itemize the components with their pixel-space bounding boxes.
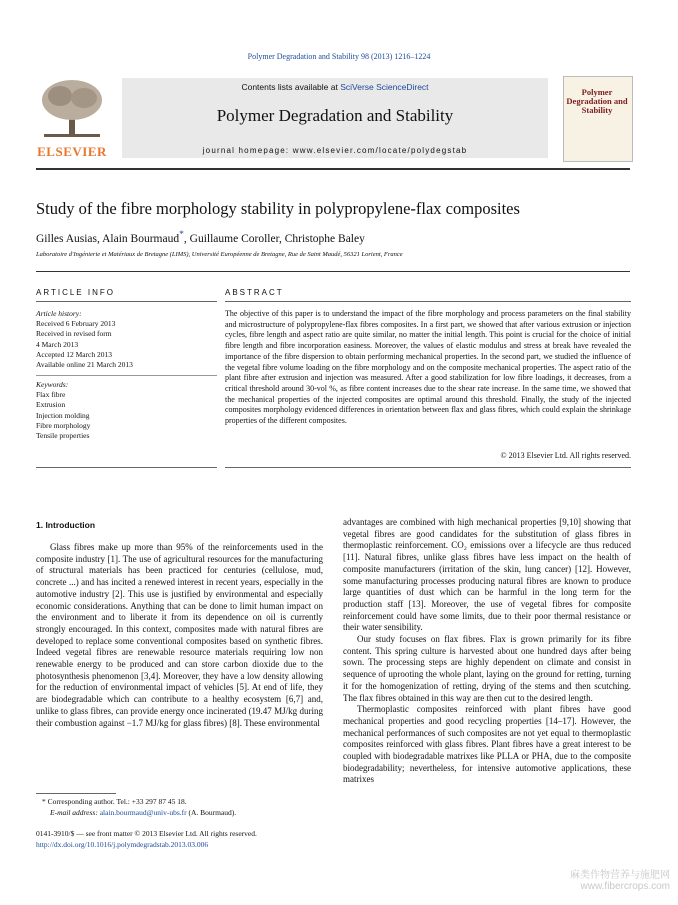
authors-rest: , Guillaume Coroller, Christophe Baley	[183, 232, 365, 245]
page-footer	[36, 828, 436, 850]
keyword: Extrusion	[36, 400, 66, 410]
watermark-cn: 麻类作物营养与施肥网	[570, 870, 670, 881]
article-info-rule	[36, 301, 217, 302]
intro-paragraph: Glass fibres make up more than 95% of the reinforcements used in the composite industry [1]. The use of agricultural resources for the manufacturing of structural materials has been practiced for centuries (cellulose, mud, concrete ...) and has incited a renewed interest in recent years, especially in the automotive industry [2]. This use is justified by environmental and especially economic considerations. Anything that can be done to limit human impact on the environment and to liberate it from its dependence on oil is currently strongly encouraged. In this context, composites made with natural fibres are developed to replace some conventional composites based on synthetic fibres. Indeed vegetal fibres are renewable resource materials requiring low non renewable energy to be produced and can store carbon dioxide due to the photosynthesis phenomenon [3,4]. Moreover, they have a low density allowing for the reduction of environmental impact of vehicles [5]. At end of life, they are biodegradable which can contribute to a healthy ecosystem [6,7] and, unlike to glass fibres, can provide energy once incinerated (19.47 MJ/kg during their combustion against −1.7 MJ/kg for glass fibres) [8]. These environmental	[36, 542, 323, 728]
history-label: Article history:	[36, 309, 82, 318]
authors-first: Gilles Ausias, Alain Bourmaud	[36, 232, 180, 245]
abstract-heading: ABSTRACT	[225, 288, 284, 297]
doi-link[interactable]: http://dx.doi.org/10.1016/j.polymdegradstab.2013.03.006	[36, 840, 209, 849]
abstract-bottom-rule	[225, 467, 631, 468]
journal-cover-title: Polymer Degradation and Stability	[566, 87, 628, 115]
header-divider	[36, 168, 630, 170]
journal-title: Polymer Degradation and Stability	[216, 106, 454, 125]
article-info-heading: ARTICLE INFO	[36, 288, 115, 297]
article-title: Study of the fibre morphology stability in polypropylene-flax composites	[36, 199, 520, 218]
keyword: Tensile properties	[36, 431, 90, 441]
abstract-copyright: © 2013 Elsevier Ltd. All rights reserved.	[500, 451, 631, 460]
issn-line: 0141-3910/$ — see front matter © 2013 Elsevier Ltd. All rights reserved.	[36, 829, 257, 838]
corresponding-author-marker[interactable]: *	[179, 229, 184, 240]
history-item: Received in revised form	[36, 329, 112, 339]
contents-line	[122, 82, 548, 92]
author-list	[36, 229, 636, 245]
author-email-link[interactable]: alain.bourmaud@univ-ubs.fr	[99, 807, 187, 817]
keywords	[36, 380, 217, 441]
history-item: Received 6 February 2013	[36, 319, 116, 329]
journal-reference[interactable]: Polymer Degradation and Stability 98 (2013) 1216–1224	[247, 52, 431, 61]
keyword: Flax fibre	[36, 390, 66, 400]
keyword: Injection molding	[36, 410, 90, 420]
sciencedirect-link[interactable]: SciVerse ScienceDirect	[340, 82, 429, 92]
history-item: Accepted 12 March 2013	[36, 349, 113, 359]
footnote	[36, 797, 323, 818]
elsevier-tree-icon	[36, 76, 108, 142]
footnote-rule	[36, 793, 116, 794]
article-history	[36, 309, 217, 370]
watermark-url: www.fibercrops.com	[580, 881, 670, 892]
journal-homepage[interactable]: journal homepage: www.elsevier.com/locate/polydegstab	[202, 146, 468, 155]
left-column	[36, 542, 323, 729]
email-suffix: (A. Bourmaud).	[186, 807, 237, 817]
author-affiliation: Laboratoire d'Ingénierie et Matériaux de Bretagne (LIMS), Université Européenne de Bretagne, Rue de Saint Maudé, 56321 Lorient, France	[36, 251, 403, 258]
history-item: 4 March 2013	[36, 339, 79, 349]
affiliation-divider	[36, 271, 630, 272]
corresponding-author-note: * Corresponding author. Tel.: +33 297 87 45 18.	[42, 797, 187, 806]
keyword: Fibre morphology	[36, 420, 91, 430]
site-watermark	[520, 870, 670, 892]
abstract-rule	[225, 301, 631, 302]
publisher-name: ELSEVIER	[37, 144, 107, 159]
email-line	[36, 808, 323, 819]
intro-paragraph: Thermoplastic composites reinforced with plant fibres have good mechanical properties and good recycling properties [14–17]. However, the mechanical performances of such composites are not yet equal to thermoplastic composites reinforced with glass fibres. Plant fibres have a great interest to be coupled with biodegradable matrixes like PLLA or PHA, due to the composite biodegradability; nevertheless, for intensive automotive applications, these matrixes	[343, 704, 631, 785]
email-label: E-mail address:	[50, 807, 100, 817]
intro-paragraph: Our study focuses on flax fibres. Flax is grown primarily for its fibre content. This spring culture is harvested about one hundred days after being sown. The processing steps are highly dependent on climate and consist in sequence of uprooting the whole plant, laying on the ground for retting, turning it for the homogenization of retting, drying of the stems and then scutching. The flax fibres obtained in this way are then cut to the desired length.	[343, 634, 631, 703]
article-info-bottom-rule	[36, 467, 217, 468]
contents-prefix: Contents lists available at	[241, 82, 341, 92]
section-heading-introduction: 1. Introduction	[36, 520, 96, 530]
intro-paragraph: advantages are combined with high mechanical properties [9,10] showing that vegetal fibres are good candidates for the substitution of glass fibres in thermoplastic reinforcement. CO₂ emissions over a lifecycle are thus reduced [11]. Natural fibres, unlike glass fibres have less impact on the health of composite manufacturers (irritation of the skin, lung cancer) [12]. However, some manufacturing processes producing natural fibres are known to produce large quantities of dust which can be harmful in the long term for the production staff [13]. Moreover, the use of vegetal fibres for composite reinforcement could have some limits, due to their poor thermal resistance or their water sensibility.	[343, 517, 631, 633]
abstract-body: The objective of this paper is to understand the impact of the fibre morphology and process parameters on the final stability and microstructure of polypropylene-flax fibres composites. In a first part, we showed that after various extrusion or injection cycles, fibre length and aspect ratio are quite similar, no matter the initial length. This point is crucial for the choice of initial fibre length and fibre incorporation easiness. Moreover, the values of elastic modulus and stress at break have revealed the importance of the fibre dispersion to obtain performing mechanical properties. In the second part, we studied the influence of the vegetal fibre volume loading on the fibre morphology and on the composite mechanical properties. The aspect ratio of the plant fibre after extrusion and injection was measured. After a good stabilization for low fibre loadings, it decreases, from a critical threshold around 30-vol %, as fibre content increases due to the shear rate increase. In the same time, we showed that the mechanical properties of the injected composites are optimal around this threshold. Finally, the study of the injected composites morphology evidenced differences in orientation between flax and glass fibres, which could explain the shrinkage properties of the different composites.	[225, 309, 631, 426]
history-keywords-rule	[36, 375, 217, 376]
history-item: Available online 21 March 2013	[36, 360, 133, 370]
right-column	[343, 517, 631, 786]
keywords-label: Keywords:	[36, 380, 69, 389]
